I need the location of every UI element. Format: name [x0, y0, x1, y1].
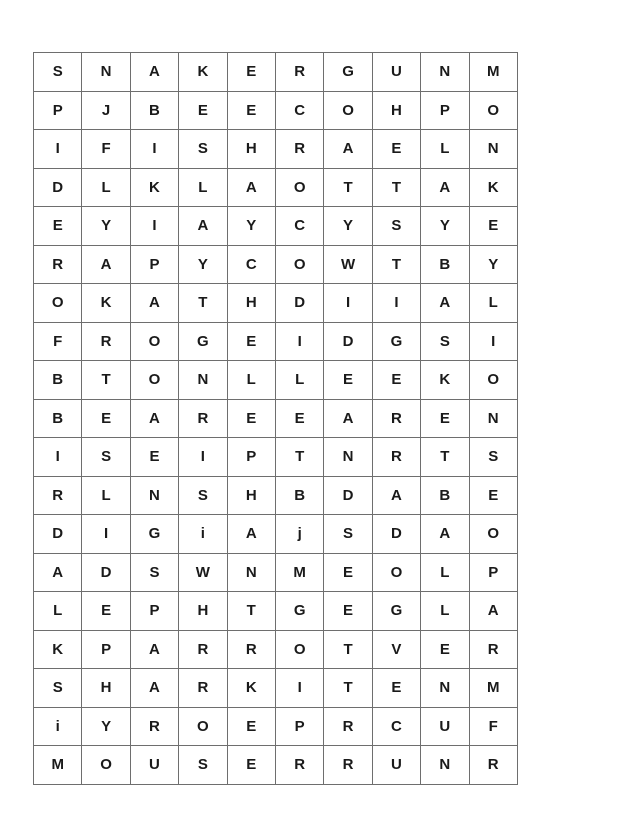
grid-cell: I: [275, 669, 323, 708]
word-search-grid: [33, 52, 518, 785]
grid-cell: P: [421, 91, 469, 130]
grid-row: [34, 399, 518, 438]
grid-row: [34, 168, 518, 207]
grid-cell: S: [372, 207, 420, 246]
grid-cell: S: [34, 53, 82, 92]
grid-cell: C: [275, 207, 323, 246]
grid-cell: E: [227, 399, 275, 438]
grid-cell: L: [421, 130, 469, 169]
grid-cell: O: [275, 245, 323, 284]
grid-cell: D: [372, 515, 420, 554]
grid-cell: O: [130, 361, 178, 400]
grid-cell: K: [469, 168, 517, 207]
grid-cell: W: [179, 553, 227, 592]
grid-cell: P: [227, 438, 275, 477]
grid-cell: G: [179, 322, 227, 361]
grid-cell: K: [179, 53, 227, 92]
grid-cell: B: [130, 91, 178, 130]
grid-cell: E: [324, 553, 372, 592]
grid-cell: E: [421, 399, 469, 438]
grid-cell: E: [227, 91, 275, 130]
grid-cell: P: [275, 707, 323, 746]
grid-cell: Y: [324, 207, 372, 246]
grid-cell: B: [34, 361, 82, 400]
grid-cell: S: [82, 438, 130, 477]
grid-row: [34, 476, 518, 515]
grid-cell: N: [421, 53, 469, 92]
grid-cell: N: [179, 361, 227, 400]
grid-cell: Y: [421, 207, 469, 246]
grid-cell: C: [372, 707, 420, 746]
grid-cell: P: [34, 91, 82, 130]
grid-cell: E: [324, 592, 372, 631]
grid-cell: i: [34, 707, 82, 746]
grid-cell: R: [34, 245, 82, 284]
grid-cell: N: [130, 476, 178, 515]
grid-cell: I: [324, 284, 372, 323]
grid-cell: L: [421, 592, 469, 631]
grid-cell: A: [130, 630, 178, 669]
grid-cell: H: [227, 130, 275, 169]
grid-row: [34, 746, 518, 785]
grid-cell: E: [227, 53, 275, 92]
grid-cell: S: [179, 746, 227, 785]
grid-cell: F: [82, 130, 130, 169]
grid-cell: T: [324, 168, 372, 207]
grid-cell: R: [324, 707, 372, 746]
grid-cell: E: [130, 438, 178, 477]
grid-cell: E: [421, 630, 469, 669]
grid-cell: K: [82, 284, 130, 323]
grid-cell: H: [82, 669, 130, 708]
grid-cell: T: [227, 592, 275, 631]
grid-cell: M: [469, 669, 517, 708]
grid-cell: U: [372, 746, 420, 785]
grid-cell: E: [82, 399, 130, 438]
grid-cell: A: [130, 669, 178, 708]
grid-cell: E: [275, 399, 323, 438]
grid-cell: N: [324, 438, 372, 477]
grid-cell: E: [324, 361, 372, 400]
grid-cell: S: [34, 669, 82, 708]
grid-cell: j: [275, 515, 323, 554]
grid-row: [34, 245, 518, 284]
grid-cell: E: [372, 130, 420, 169]
grid-cell: G: [324, 53, 372, 92]
grid-cell: R: [372, 399, 420, 438]
grid-row: [34, 707, 518, 746]
grid-cell: A: [227, 168, 275, 207]
grid-cell: O: [34, 284, 82, 323]
grid-cell: G: [372, 322, 420, 361]
grid-cell: A: [130, 53, 178, 92]
grid-cell: N: [469, 399, 517, 438]
grid-cell: M: [34, 746, 82, 785]
grid-row: [34, 207, 518, 246]
grid-cell: R: [179, 630, 227, 669]
grid-cell: E: [82, 592, 130, 631]
grid-row: [34, 592, 518, 631]
grid-cell: I: [130, 130, 178, 169]
grid-cell: O: [469, 91, 517, 130]
grid-cell: K: [34, 630, 82, 669]
grid-cell: N: [421, 746, 469, 785]
grid-cell: T: [324, 630, 372, 669]
grid-cell: U: [421, 707, 469, 746]
grid-cell: K: [421, 361, 469, 400]
grid-cell: A: [421, 515, 469, 554]
grid-cell: B: [275, 476, 323, 515]
grid-cell: N: [469, 130, 517, 169]
grid-cell: T: [421, 438, 469, 477]
grid-cell: B: [421, 245, 469, 284]
grid-cell: E: [227, 707, 275, 746]
grid-cell: D: [324, 322, 372, 361]
grid-cell: i: [179, 515, 227, 554]
grid-cell: L: [179, 168, 227, 207]
grid-cell: H: [372, 91, 420, 130]
grid-row: [34, 322, 518, 361]
grid-cell: O: [469, 515, 517, 554]
grid-row: [34, 515, 518, 554]
grid-cell: H: [227, 476, 275, 515]
grid-cell: I: [82, 515, 130, 554]
grid-cell: E: [372, 669, 420, 708]
grid-cell: N: [227, 553, 275, 592]
grid-cell: R: [275, 130, 323, 169]
grid-cell: N: [82, 53, 130, 92]
grid-cell: L: [421, 553, 469, 592]
grid-cell: R: [179, 399, 227, 438]
grid-cell: G: [275, 592, 323, 631]
grid-cell: Y: [469, 245, 517, 284]
grid-cell: V: [372, 630, 420, 669]
grid-cell: B: [34, 399, 82, 438]
grid-cell: I: [275, 322, 323, 361]
grid-cell: F: [469, 707, 517, 746]
grid-cell: E: [179, 91, 227, 130]
grid-cell: R: [130, 707, 178, 746]
grid-cell: O: [130, 322, 178, 361]
grid-cell: D: [324, 476, 372, 515]
grid-cell: A: [324, 399, 372, 438]
grid-cell: O: [324, 91, 372, 130]
grid-cell: O: [179, 707, 227, 746]
grid-cell: A: [130, 399, 178, 438]
grid-row: [34, 53, 518, 92]
grid-cell: R: [324, 746, 372, 785]
grid-cell: R: [372, 438, 420, 477]
grid-cell: G: [372, 592, 420, 631]
grid-cell: L: [34, 592, 82, 631]
grid-cell: A: [130, 284, 178, 323]
grid-cell: N: [421, 669, 469, 708]
grid-cell: T: [179, 284, 227, 323]
grid-cell: R: [227, 630, 275, 669]
grid-cell: S: [130, 553, 178, 592]
grid-cell: A: [421, 284, 469, 323]
grid-cell: D: [275, 284, 323, 323]
grid-cell: O: [469, 361, 517, 400]
grid-cell: Y: [82, 707, 130, 746]
grid-cell: L: [275, 361, 323, 400]
grid-cell: E: [469, 476, 517, 515]
grid-cell: I: [469, 322, 517, 361]
grid-row: [34, 669, 518, 708]
grid-cell: E: [34, 207, 82, 246]
grid-cell: G: [130, 515, 178, 554]
grid-cell: Y: [179, 245, 227, 284]
grid-cell: S: [324, 515, 372, 554]
grid-cell: A: [324, 130, 372, 169]
grid-cell: T: [324, 669, 372, 708]
grid-row: [34, 284, 518, 323]
grid-cell: Y: [82, 207, 130, 246]
grid-cell: E: [227, 746, 275, 785]
grid-cell: T: [372, 245, 420, 284]
grid-cell: L: [82, 476, 130, 515]
grid-cell: D: [34, 515, 82, 554]
grid-cell: T: [82, 361, 130, 400]
grid-cell: R: [275, 53, 323, 92]
grid-cell: A: [82, 245, 130, 284]
grid-cell: A: [469, 592, 517, 631]
grid-cell: O: [372, 553, 420, 592]
grid-cell: P: [130, 245, 178, 284]
grid-cell: E: [227, 322, 275, 361]
grid-cell: P: [130, 592, 178, 631]
word-search-grid-body: [34, 53, 518, 785]
grid-cell: S: [469, 438, 517, 477]
grid-cell: L: [469, 284, 517, 323]
grid-cell: J: [82, 91, 130, 130]
grid-cell: S: [179, 130, 227, 169]
grid-row: [34, 630, 518, 669]
grid-cell: I: [179, 438, 227, 477]
grid-cell: A: [34, 553, 82, 592]
grid-cell: M: [275, 553, 323, 592]
grid-cell: L: [82, 168, 130, 207]
grid-row: [34, 438, 518, 477]
grid-cell: D: [34, 168, 82, 207]
grid-cell: R: [34, 476, 82, 515]
grid-row: [34, 361, 518, 400]
grid-cell: H: [227, 284, 275, 323]
grid-cell: R: [179, 669, 227, 708]
grid-cell: H: [179, 592, 227, 631]
grid-cell: A: [372, 476, 420, 515]
grid-cell: E: [469, 207, 517, 246]
grid-cell: R: [469, 746, 517, 785]
grid-cell: U: [130, 746, 178, 785]
grid-cell: A: [421, 168, 469, 207]
grid-cell: O: [275, 168, 323, 207]
grid-cell: W: [324, 245, 372, 284]
grid-cell: O: [82, 746, 130, 785]
grid-cell: K: [130, 168, 178, 207]
grid-cell: S: [421, 322, 469, 361]
grid-cell: A: [227, 515, 275, 554]
grid-cell: C: [275, 91, 323, 130]
grid-cell: B: [421, 476, 469, 515]
grid-cell: P: [82, 630, 130, 669]
grid-cell: D: [82, 553, 130, 592]
grid-cell: R: [469, 630, 517, 669]
grid-cell: K: [227, 669, 275, 708]
grid-row: [34, 553, 518, 592]
grid-cell: L: [227, 361, 275, 400]
grid-cell: R: [82, 322, 130, 361]
grid-cell: O: [275, 630, 323, 669]
grid-cell: Y: [227, 207, 275, 246]
grid-cell: I: [130, 207, 178, 246]
grid-cell: P: [469, 553, 517, 592]
grid-cell: I: [34, 130, 82, 169]
grid-cell: I: [372, 284, 420, 323]
grid-cell: T: [372, 168, 420, 207]
grid-row: [34, 130, 518, 169]
grid-cell: U: [372, 53, 420, 92]
grid-cell: R: [275, 746, 323, 785]
grid-cell: F: [34, 322, 82, 361]
grid-cell: S: [179, 476, 227, 515]
grid-cell: E: [372, 361, 420, 400]
grid-cell: T: [275, 438, 323, 477]
grid-cell: A: [179, 207, 227, 246]
grid-cell: C: [227, 245, 275, 284]
grid-cell: M: [469, 53, 517, 92]
grid-cell: I: [34, 438, 82, 477]
grid-row: [34, 91, 518, 130]
